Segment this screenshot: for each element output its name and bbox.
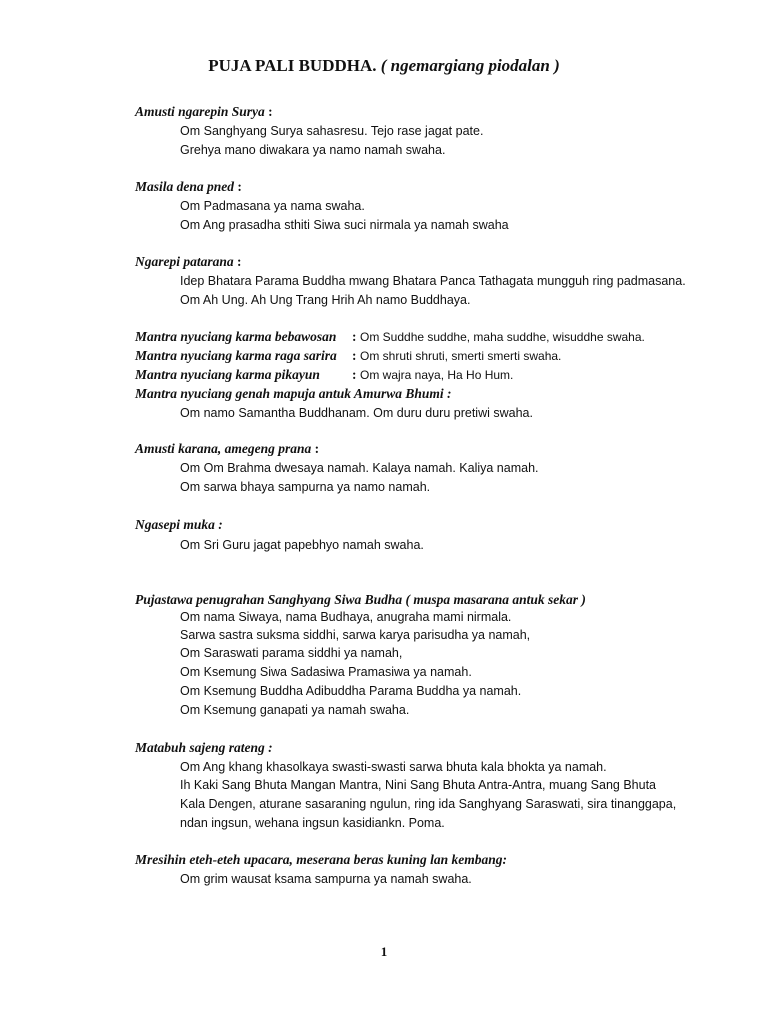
- section-line: Om Ksemung Siwa Sadasiwa Pramasiwa ya namah.: [180, 665, 472, 679]
- section-header-genah-mapuja: Mantra nyuciang genah mapuja antuk Amurwa Bhumi :: [135, 386, 452, 401]
- page-title: [0, 56, 768, 76]
- section-header-masila: Masila dena pned :: [135, 179, 242, 194]
- section-line: Om Ksemung Buddha Adibuddha Parama Buddha ya namah.: [180, 684, 522, 698]
- section-header-amusti-surya: Amusti ngarepin Surya :: [135, 104, 273, 119]
- section-header-ngasepi-muka: Ngasepi muka :: [135, 517, 223, 532]
- section-line: Om Saraswati parama siddhi ya namah,: [180, 646, 403, 660]
- section-line: Om sarwa bhaya sampurna ya namo namah.: [180, 480, 431, 494]
- section-line: Sarwa sastra suksma siddhi, sarwa karya parisudha ya namah,: [180, 628, 531, 642]
- section-line: Om Sanghyang Surya sahasresu. Tejo rase jagat pate.: [180, 124, 484, 138]
- section-header-ngarepi-patarana: Ngarepi patarana :: [135, 254, 242, 269]
- section-line: Om Om Brahma dwesaya namah. Kalaya namah. Kaliya namah.: [180, 461, 539, 475]
- section-line: Idep Bhatara Parama Buddha mwang Bhatara Panca Tathagata mungguh ring padmasana.: [180, 274, 686, 288]
- mantra-row: Mantra nyuciang karma raga sarira : Om shruti shruti, smerti smerti swaha.: [135, 348, 562, 363]
- title-subtitle: ( ngemargiang piodalan ): [380, 56, 560, 75]
- section-line: Om Ang prasadha sthiti Siwa suci nirmala ya namah swaha: [180, 218, 509, 232]
- section-line: ndan ingsun, wehana ingsun kasidiankn. Poma.: [180, 816, 445, 830]
- page-number: 1: [380, 944, 388, 959]
- section-line: Om Ksemung ganapati ya namah swaha.: [180, 703, 410, 717]
- section-line: Om Ang khang khasolkaya swasti-swasti sarwa bhuta kala bhokta ya namah.: [180, 760, 607, 774]
- title-main: PUJA PALI BUDDHA.: [208, 56, 377, 75]
- section-line: Om grim wausat ksama sampurna ya namah swaha.: [180, 872, 472, 886]
- section-header-pujastawa: Pujastawa penugrahan Sanghyang Siwa Budha ( muspa masarana antuk sekar ): [135, 592, 586, 607]
- section-line: Om Sri Guru jagat papebhyo namah swaha.: [180, 538, 424, 552]
- section-header-amusti-karana: Amusti karana, amegeng prana :: [135, 441, 320, 456]
- mantra-row: Mantra nyuciang karma pikayun : Om wajra naya, Ha Ho Hum.: [135, 367, 514, 382]
- section-line: Ih Kaki Sang Bhuta Mangan Mantra, Nini Sang Bhuta Antra-Antra, muang Sang Bhuta: [180, 778, 656, 792]
- mantra-row: Mantra nyuciang karma bebawosan : Om Suddhe suddhe, maha suddhe, wisuddhe swaha.: [135, 329, 645, 344]
- section-line: Kala Dengen, aturane sasaraning ngulun, ring ida Sanghyang Saraswati, sira tinanggapa,: [180, 797, 677, 811]
- section-header-matabuh: Matabuh sajeng rateng :: [135, 740, 273, 755]
- section-line: Om Ah Ung. Ah Ung Trang Hrih Ah namo Buddhaya.: [180, 293, 471, 307]
- section-line: Om nama Siwaya, nama Budhaya, anugraha mami nirmala.: [180, 610, 512, 624]
- section-line: Om namo Samantha Buddhanam. Om duru duru pretiwi swaha.: [180, 406, 533, 420]
- section-header-mresihin: Mresihin eteh-eteh upacara, meserana beras kuning lan kembang:: [135, 852, 508, 867]
- section-line: Om Padmasana ya nama swaha.: [180, 199, 365, 213]
- section-line: Grehya mano diwakara ya namo namah swaha.: [180, 143, 446, 157]
